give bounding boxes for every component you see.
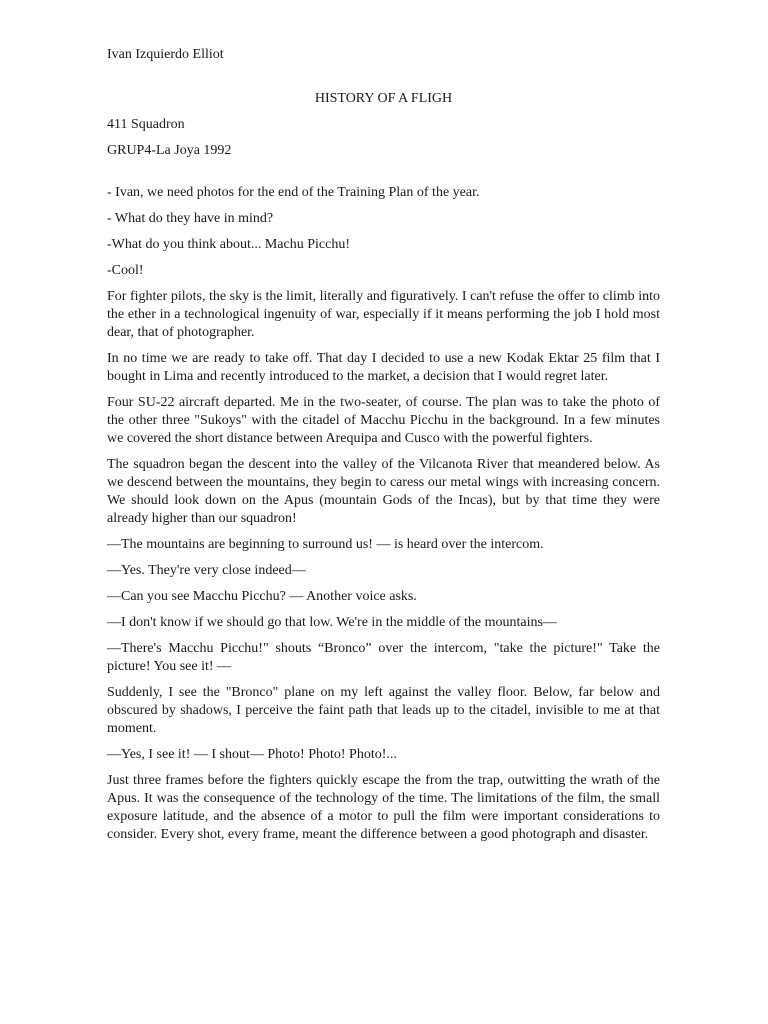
dialogue-line: —The mountains are beginning to surround us! — is heard over the intercom.	[107, 537, 544, 552]
body-paragraph: In no time we are ready to take off. That day I decided to use a new Kodak Ektar 25 film that I bought in Lima and recently introduced to the market, a decision that I would regret later.	[107, 351, 660, 384]
dialogue-line: - What do they have in mind?	[107, 211, 274, 226]
group-line: GRUP4-La Joya 1992	[107, 143, 232, 158]
dialogue-line: - Ivan, we need photos for the end of the Training Plan of the year.	[107, 185, 480, 200]
body-paragraph: The squadron began the descent into the valley of the Vilcanota River that meandered below. As we descend between the mountains, they begin to caress our metal wings with increasing concern. We should look down on the Apus (mountain Gods of the Incas), but by that time they were already higher than our squadron!	[107, 457, 660, 526]
dialogue-line: -Cool!	[107, 263, 144, 278]
body-paragraph: Just three frames before the fighters quickly escape the from the trap, outwitting the wrath of the Apus. It was the consequence of the technology of the time. The limitations of the film, the small exposure latitude, and the absence of a motor to pull the film were important considerations to consider. Every shot, every frame, meant the difference between a good photograph and disaster.	[107, 773, 660, 842]
body-paragraph: Suddenly, I see the "Bronco" plane on my left against the valley floor. Below, far below and obscured by shadows, I perceive the faint path that leads up to the citadel, invisible to me at that moment.	[107, 685, 660, 736]
dialogue-line: —Yes, I see it! — I shout— Photo! Photo! Photo!...	[107, 747, 397, 762]
body-paragraph: Four SU-22 aircraft departed. Me in the two-seater, of course. The plan was to take the photo of the other three "Sukoys" with the citadel of Macchu Picchu in the background. In a few minutes we covered the short distance between Arequipa and Cusco with the powerful fighters.	[107, 395, 660, 446]
dialogue-line: —Can you see Macchu Picchu? — Another voice asks.	[107, 589, 417, 604]
dialogue-line: —There's Macchu Picchu!" shouts “Bronco” over the intercom, "take the picture!" Take the picture! You see it! —	[107, 641, 660, 674]
squadron-line: 411 Squadron	[107, 117, 185, 132]
dialogue-line: —I don't know if we should go that low. We're in the middle of the mountains—	[107, 615, 557, 630]
dialogue-line: —Yes. They're very close indeed—	[107, 563, 306, 578]
dialogue-line: -What do you think about... Machu Picchu!	[107, 237, 351, 252]
spacer	[107, 168, 660, 184]
document-page	[107, 46, 660, 852]
author-name: Ivan Izquierdo Elliot	[107, 47, 224, 62]
document-title: HISTORY OF A FLIGH	[314, 91, 453, 106]
body-paragraph: For fighter pilots, the sky is the limit, literally and figuratively. I can't refuse the offer to climb into the ether in a technological ingenuity of war, especially if it means performing the job I hold most dear, that of photographer.	[107, 289, 660, 340]
